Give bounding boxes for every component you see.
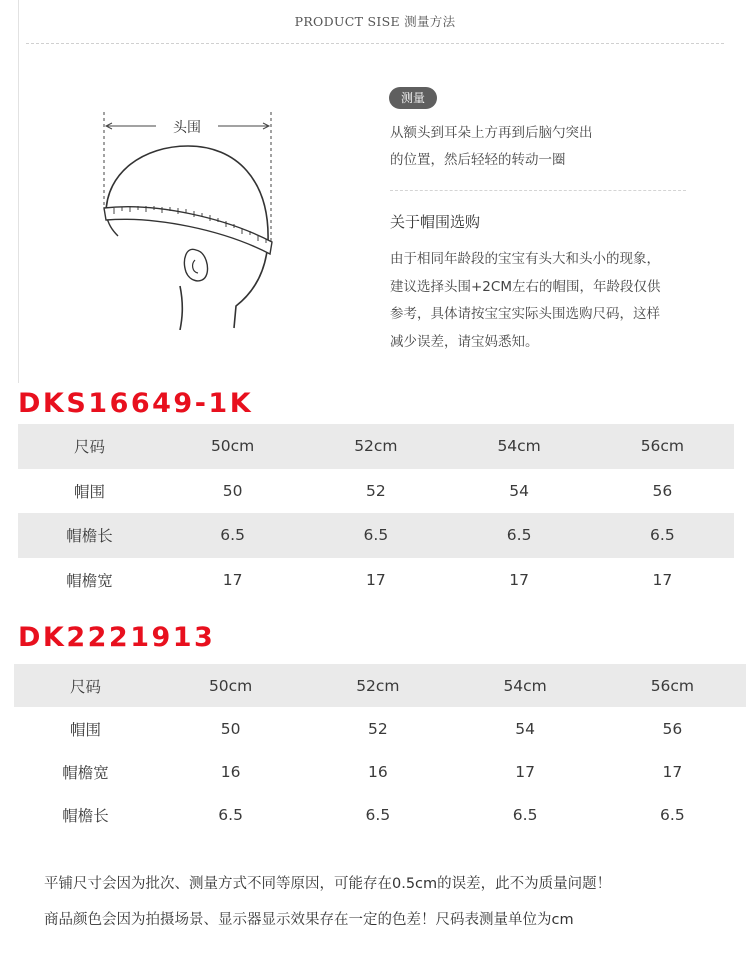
table-cell: 6.5 bbox=[448, 513, 591, 558]
header-divider bbox=[26, 43, 724, 44]
table-row bbox=[14, 750, 746, 793]
table-cell: 6.5 bbox=[591, 513, 734, 558]
table-cell: 52 bbox=[366, 481, 386, 500]
measure-line: 从额头到耳朵上方再到后脑勺突出 bbox=[390, 125, 593, 141]
table-cell: 54 bbox=[509, 481, 529, 500]
about-line: 由于相同年龄段的宝宝有头大和头小的现象， bbox=[390, 251, 660, 267]
head-measurement-illustration bbox=[96, 110, 286, 330]
row-label: 帽围 bbox=[69, 720, 101, 739]
row-label: 帽檐长 bbox=[18, 513, 161, 558]
footer-note bbox=[44, 866, 611, 938]
model-code: DK2221913 bbox=[18, 622, 216, 653]
measure-line: 的位置，然后轻轻的转动一圈 bbox=[390, 152, 566, 168]
table-cell: 6.5 bbox=[512, 805, 538, 824]
table-row bbox=[14, 664, 746, 707]
table-cell: 17 bbox=[515, 762, 535, 781]
about-line: 建议选择头围+2CM左右的帽围，年龄段仅供 bbox=[390, 278, 661, 295]
table-cell: 50 bbox=[220, 719, 241, 738]
table-cell: 17 bbox=[652, 570, 673, 589]
size-table bbox=[18, 424, 734, 602]
table-cell: 6.5 bbox=[660, 805, 685, 824]
measure-instructions bbox=[390, 120, 700, 174]
table-cell: 52cm bbox=[304, 424, 447, 469]
table-row bbox=[18, 558, 734, 603]
table-row bbox=[18, 469, 734, 514]
table-cell: 17 bbox=[222, 570, 243, 589]
row-label: 帽围 bbox=[73, 482, 105, 501]
size-table bbox=[14, 664, 746, 836]
about-sizing-title: 关于帽围选购 bbox=[390, 213, 481, 231]
row-label: 帽檐长 bbox=[62, 806, 109, 825]
table-cell: 17 bbox=[509, 570, 529, 589]
table-cell: 50cm bbox=[157, 664, 304, 707]
table-row bbox=[18, 513, 734, 558]
table-cell: 50 bbox=[222, 481, 243, 500]
model-code: DKS16649-1K bbox=[18, 388, 254, 419]
table-cell: 17 bbox=[366, 570, 386, 589]
measure-badge: 测量 bbox=[389, 87, 437, 109]
head-circumference-label: 头围 bbox=[173, 120, 201, 136]
table-cell: 16 bbox=[368, 762, 388, 781]
table-row bbox=[14, 793, 746, 836]
table-cell: 52cm bbox=[304, 664, 451, 707]
table-cell: 56cm bbox=[591, 424, 734, 469]
footer-line: 商品颜色会因为拍摄场景、显示器显示效果存在一定的色差！尺码表测量单位为cm bbox=[44, 912, 574, 928]
table-cell: 6.5 bbox=[161, 513, 304, 558]
table-cell: 16 bbox=[220, 762, 241, 781]
table-cell: 56 bbox=[652, 481, 673, 500]
footer-line: 平铺尺寸会因为批次、测量方式不同等原因，可能存在0.5cm的误差，此不为质量问题！ bbox=[44, 876, 612, 892]
page-title: PRODUCT SISE 测量方法 bbox=[294, 14, 456, 29]
table-cell: 54 bbox=[515, 719, 535, 738]
section-divider bbox=[390, 190, 686, 191]
row-label: 尺码 bbox=[18, 424, 161, 469]
row-label: 尺码 bbox=[14, 664, 157, 707]
table-cell: 52 bbox=[368, 719, 388, 738]
table-row bbox=[18, 424, 734, 469]
table-row bbox=[14, 707, 746, 750]
table-cell: 56cm bbox=[599, 664, 746, 707]
about-sizing-text bbox=[390, 246, 720, 356]
table-cell: 6.5 bbox=[218, 805, 243, 824]
table-cell: 6.5 bbox=[365, 805, 391, 824]
about-line: 参考，具体请按宝宝实际头围选购尺码，这样 bbox=[390, 306, 660, 322]
table-cell: 56 bbox=[662, 719, 683, 738]
table-cell: 54cm bbox=[448, 424, 591, 469]
table-cell: 54cm bbox=[452, 664, 599, 707]
table-cell: 17 bbox=[662, 762, 683, 781]
row-label: 帽檐宽 bbox=[62, 763, 109, 782]
row-label: 帽檐宽 bbox=[66, 571, 113, 590]
about-line: 减少误差，请宝妈悉知。 bbox=[390, 333, 539, 350]
table-cell: 6.5 bbox=[304, 513, 447, 558]
table-cell: 50cm bbox=[161, 424, 304, 469]
